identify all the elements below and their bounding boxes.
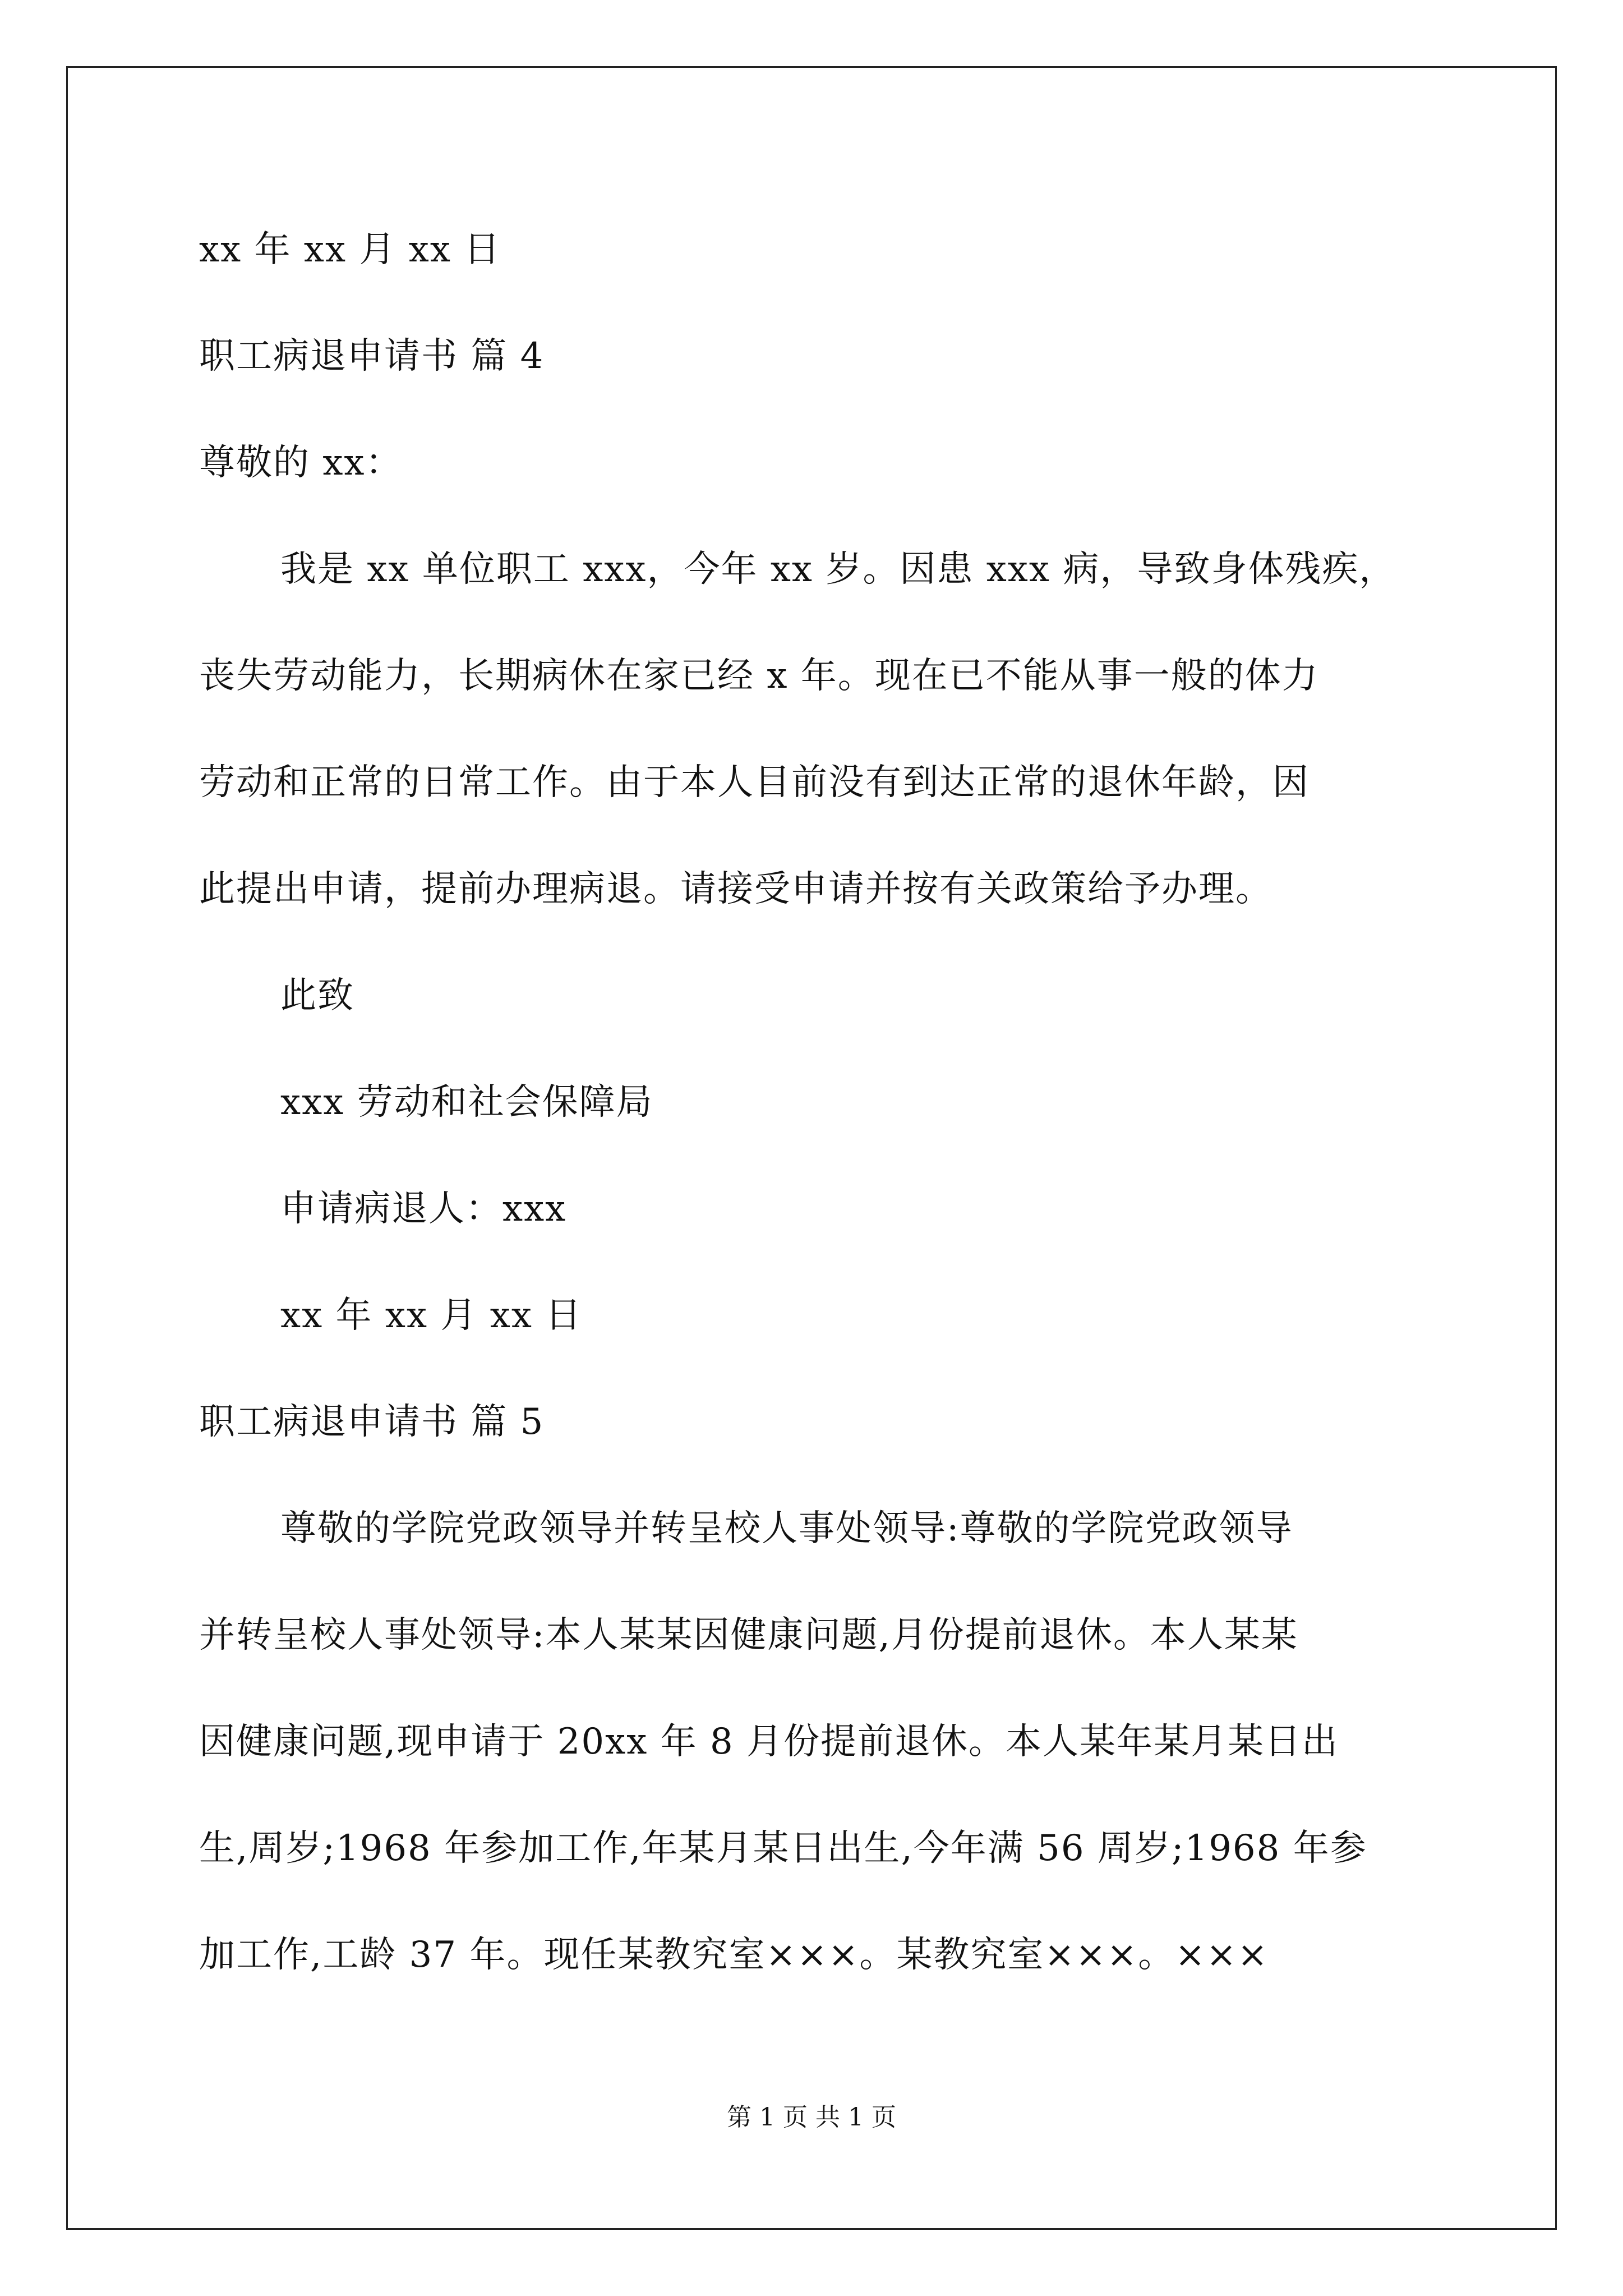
section-heading-4: 职工病退申请书 篇 4 [199,335,545,377]
body-paragraph-line: 丧失劳动能力，长期病休在家已经 x 年。现在已不能从事一般的体力 [199,655,1319,697]
recipient-org: xxx 劳动和社会保障局 [280,1082,653,1123]
body-paragraph-line: 尊敬的学院党政领导并转呈校人事处领导:尊敬的学院党政领导 [280,1508,1293,1549]
body-paragraph-line: 因健康问题,现申请于 20xx 年 8 月份提前退休。本人某年某月某日出 [199,1721,1339,1763]
signature-date: xx 年 xx 月 xx 日 [280,1295,583,1336]
applicant-signature: 申请病退人：xxx [280,1188,567,1230]
date-line: xx 年 xx 月 xx 日 [199,229,501,270]
salutation: 尊敬的 xx： [199,442,403,484]
page-footer: 第 1 页 共 1 页 [727,2103,896,2132]
body-paragraph-line: 此提出申请，提前办理病退。请接受申请并按有关政策给予办理。 [199,868,1272,910]
page-border [66,66,1557,2230]
section-heading-5: 职工病退申请书 篇 5 [199,1401,545,1443]
body-paragraph-line: 加工作,工龄 37 年。现任某教究室×××。某教究室×××。××× [199,1934,1269,1976]
closing-phrase: 此致 [280,975,354,1016]
body-paragraph-line: 生,周岁;1968 年参加工作,年某月某日出生,今年满 56 周岁;1968 年参 [199,1828,1367,1869]
body-paragraph-line: 并转呈校人事处领导:本人某某因健康问题,月份提前退休。本人某某 [199,1614,1298,1656]
body-paragraph-line: 劳动和正常的日常工作。由于本人目前没有到达正常的退休年龄，因 [199,762,1310,803]
body-paragraph-line: 我是 xx 单位职工 xxx，今年 xx 岁。因患 xxx 病，导致身体残疾， [280,549,1396,590]
